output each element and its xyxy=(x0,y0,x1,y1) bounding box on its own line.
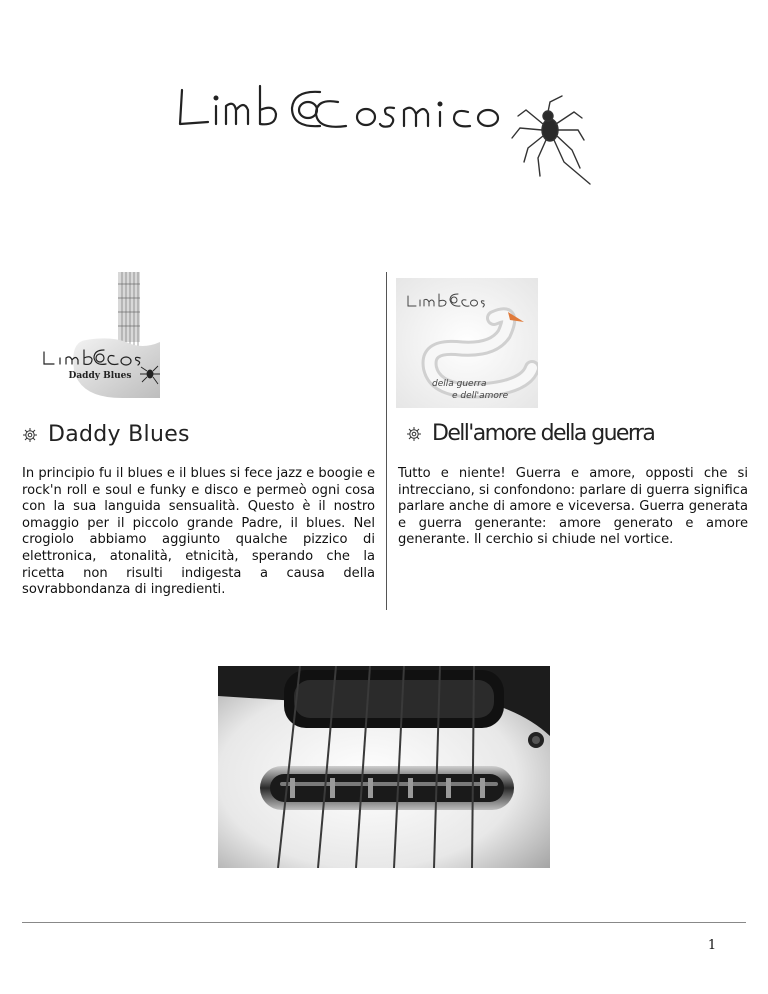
spider-icon xyxy=(512,96,590,184)
dell-amore-cover-caption-2: e dell'amore xyxy=(452,391,509,401)
daddy-blues-description: In principio fu il blues e il blues si fece jazz e boogie e rock'n roll e soul e funky e disco e permeò ogni cosa con la sua languida sensualità. Questo è il nostro omaggio per il piccolo grande Padre, il blues. Nel crogiolo abbiamo aggiunto qualche pizzico di elettronica, atonalità, etnicità, sperando che la ricetta non risulti indigesta a causa della sovrabbondanza di ingredienti. xyxy=(22,466,375,598)
logo-graphic xyxy=(170,72,600,192)
dell-amore-cover xyxy=(396,278,538,408)
gear-bullet-icon xyxy=(22,427,38,443)
footer-rule xyxy=(22,922,746,923)
gear-bullet-icon xyxy=(406,426,422,442)
daddy-blues-heading xyxy=(22,422,190,447)
page-number: 1 xyxy=(707,938,717,953)
guitar-pickup-photo xyxy=(218,666,550,868)
daddy-blues-cover-caption: Daddy Blues xyxy=(68,371,132,381)
dell-amore-description: Tutto e niente! Guerra e amore, opposti che si intrecciano, si confondono: parlare di guerra significa parlare anche di amore e viceversa. Guerra generata e guerra generante: amore generato e amore generante. Il cerchio si chiude nel vortice. xyxy=(398,466,748,548)
dell-amore-cover-art xyxy=(396,278,538,408)
dell-amore-heading xyxy=(406,421,654,446)
daddy-blues-cover xyxy=(30,270,160,400)
guitar-pickup-photo-art xyxy=(218,666,550,868)
dell-amore-title: Dell'amore della guerra xyxy=(432,421,655,446)
limbocosmico-logo xyxy=(170,72,600,192)
daddy-blues-cover-art xyxy=(30,270,160,400)
daddy-blues-title: Daddy Blues xyxy=(48,422,190,447)
column-divider xyxy=(386,272,387,610)
dell-amore-cover-caption-1: della guerra xyxy=(432,379,487,389)
